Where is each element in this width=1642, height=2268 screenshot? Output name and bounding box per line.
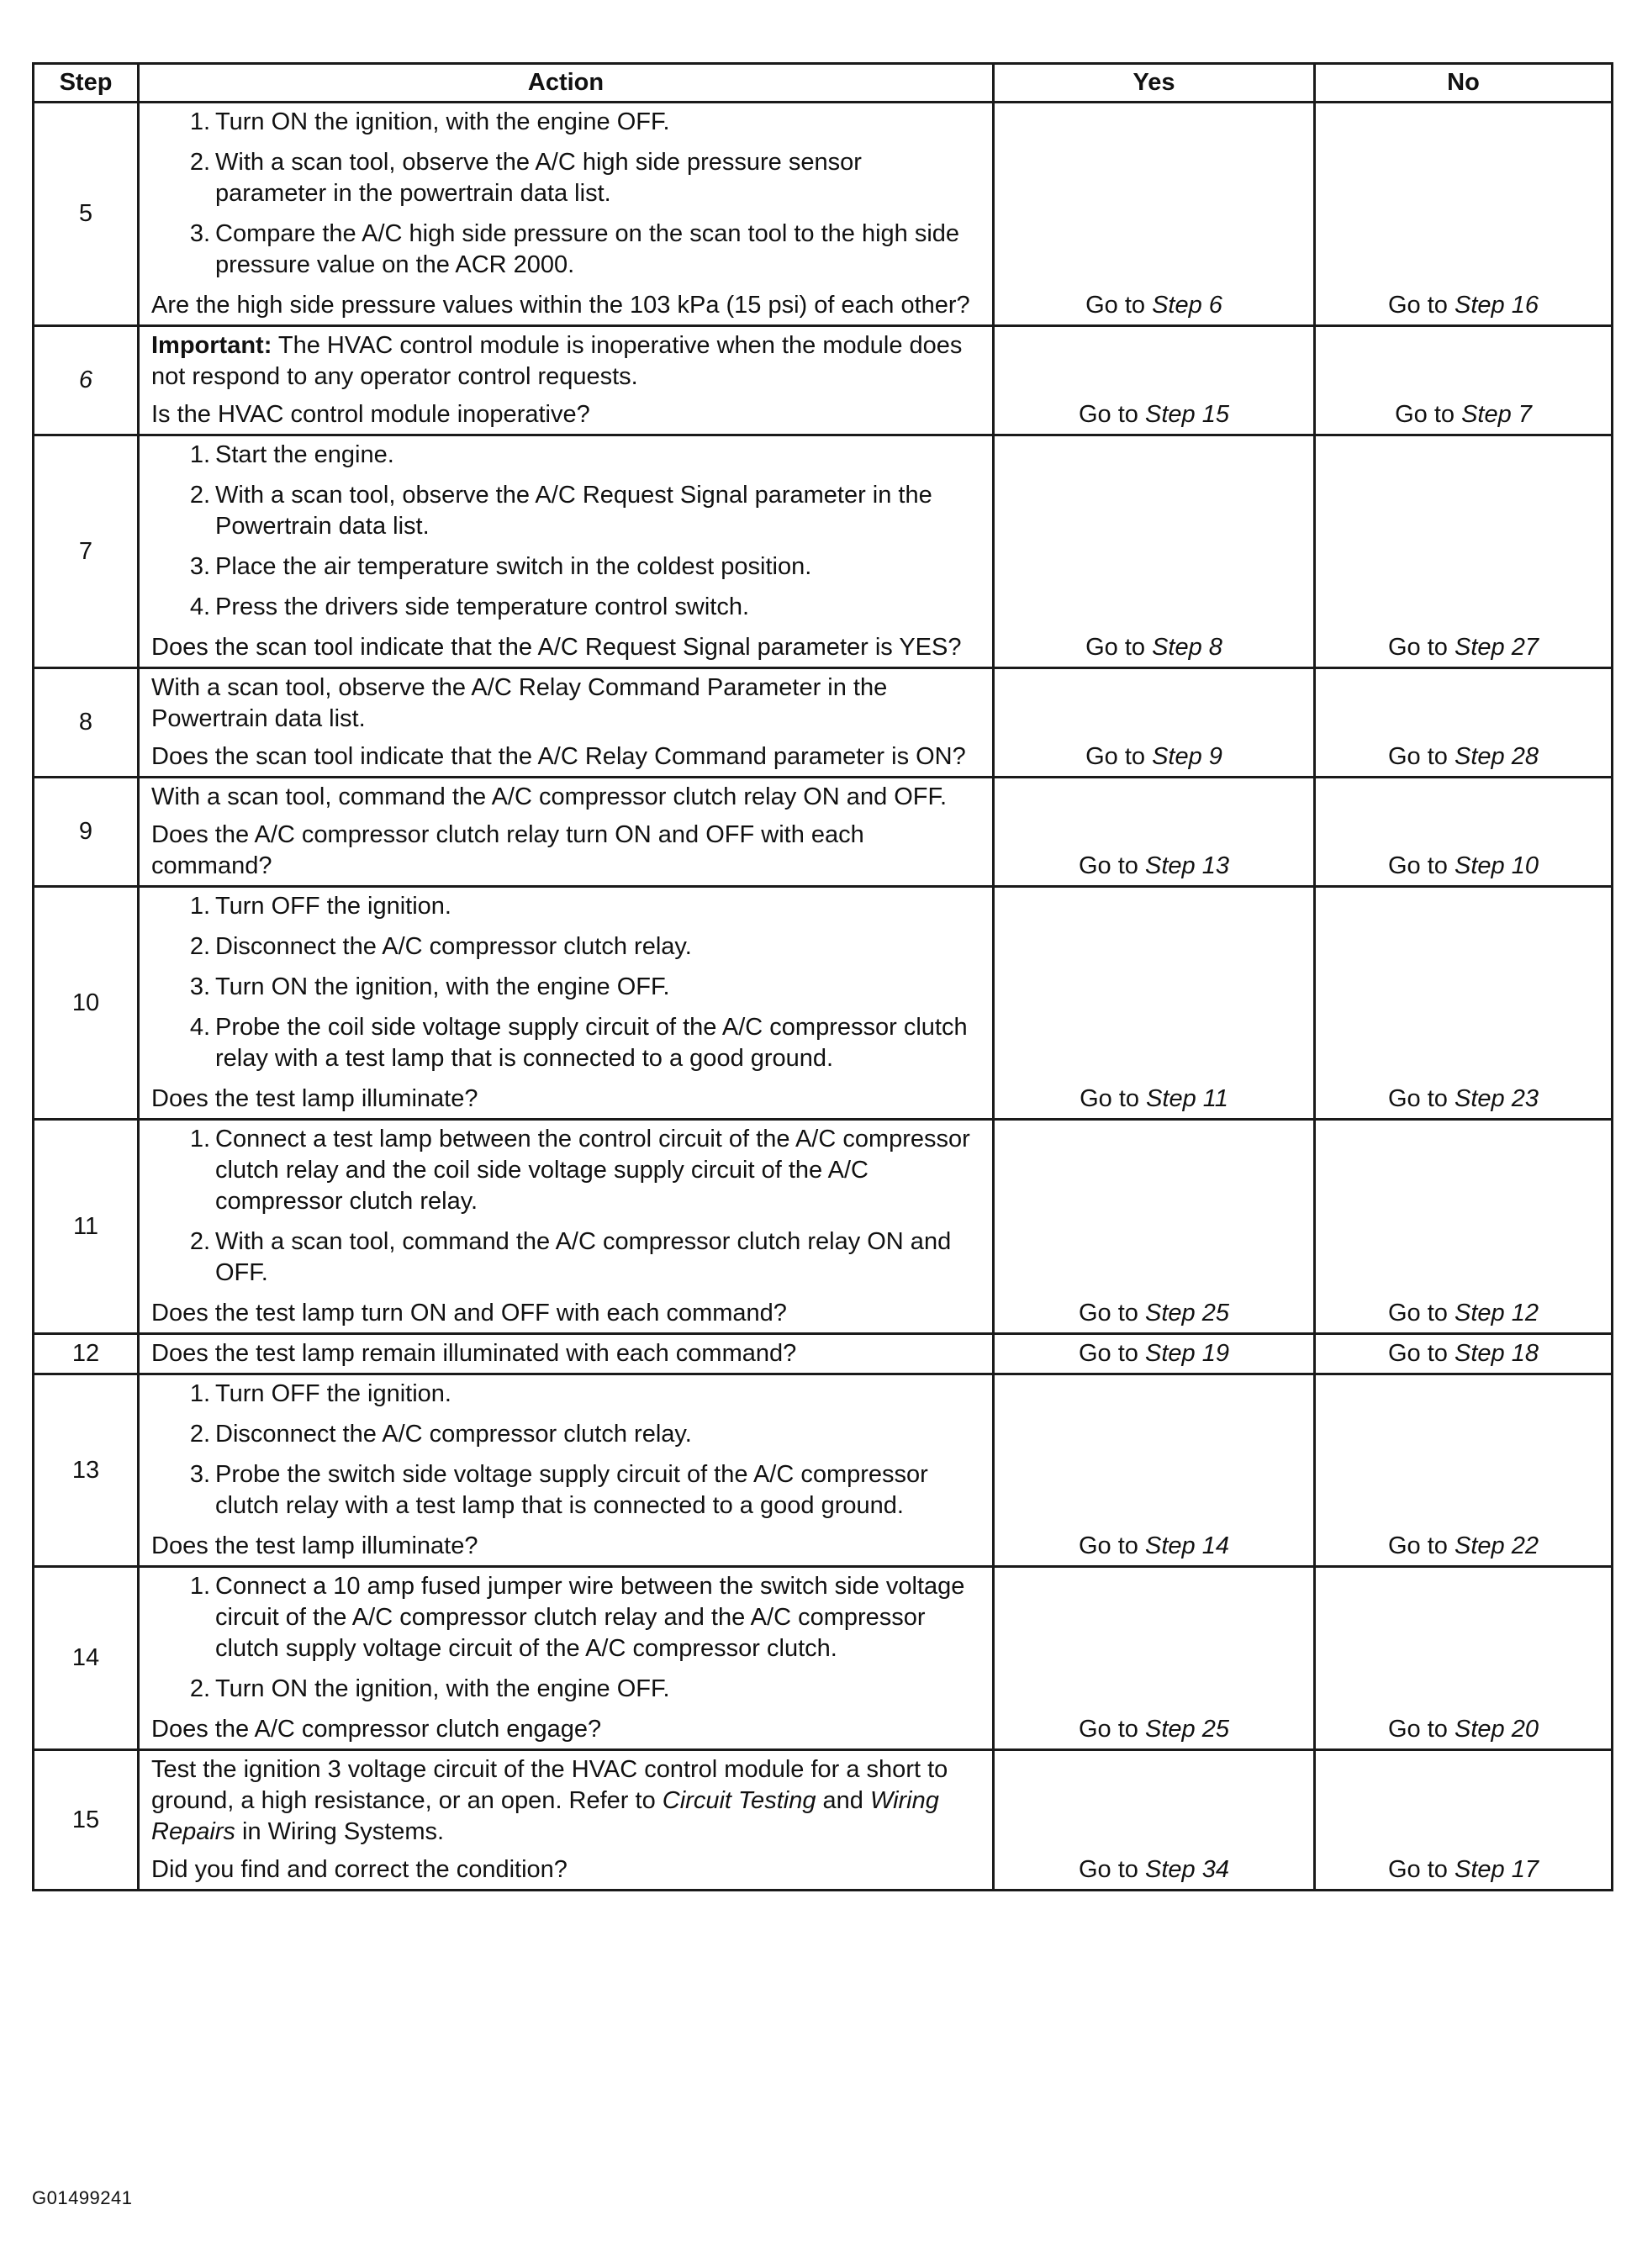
action-step	[151, 1012, 975, 1074]
action-step-text: Disconnect the A/C compressor clutch relay.	[215, 933, 692, 960]
action-step-text: Compare the A/C high side pressure on the scan tool to the high side pressure value on the ACR 2000.	[215, 220, 960, 278]
action-cell	[139, 778, 994, 887]
target-step: Step 28	[1455, 743, 1539, 770]
target-step: Step 6	[1152, 292, 1222, 319]
step-number: 13	[34, 1374, 139, 1567]
target-step: Step 22	[1455, 1532, 1539, 1559]
action-question: Does the test lamp remain illuminated with each command?	[151, 1340, 797, 1367]
action-question: Does the scan tool indicate that the A/C Request Signal parameter is YES?	[151, 634, 962, 661]
step-number: 15	[34, 1750, 139, 1891]
step-number: 5	[34, 103, 139, 326]
target-step: Step 7	[1461, 401, 1532, 428]
action-cell	[139, 103, 994, 326]
no-result	[1315, 1567, 1613, 1750]
action-step	[151, 972, 975, 1003]
step-number: 11	[34, 1120, 139, 1334]
no-result	[1315, 1334, 1613, 1374]
target-step: Step 25	[1145, 1716, 1229, 1743]
go-to-label: Go to	[1085, 292, 1146, 319]
action-step-number: 4.	[189, 1014, 210, 1041]
action-step-number: 1.	[189, 108, 210, 135]
action-step-text: Turn OFF the ignition.	[215, 893, 451, 920]
go-to-label: Go to	[1079, 401, 1138, 428]
action-step	[151, 147, 975, 209]
action-step-text: With a scan tool, observe the A/C high side pressure sensor parameter in the powertrain data list.	[215, 149, 862, 207]
header-step: Step	[34, 64, 139, 103]
action-step-number: 1.	[189, 1573, 210, 1600]
action-step	[151, 1124, 975, 1217]
target-step: Step 23	[1455, 1085, 1539, 1112]
table-row	[34, 887, 1613, 1120]
action-step-number: 4.	[189, 593, 210, 620]
yes-result	[994, 103, 1315, 326]
go-to-label: Go to	[1388, 743, 1448, 770]
action-step	[151, 1571, 975, 1664]
header-yes: Yes	[994, 64, 1315, 103]
action-step-text: Place the air temperature switch in the coldest position.	[215, 553, 812, 580]
action-step-number: 2.	[189, 1675, 210, 1702]
action-steps-list	[151, 440, 975, 623]
go-to-label: Go to	[1388, 1716, 1448, 1743]
step-number: 7	[34, 435, 139, 668]
action-step	[151, 1459, 975, 1522]
yes-result	[994, 1334, 1315, 1374]
action-step-text: Probe the coil side voltage supply circuit of the A/C compressor clutch relay with a test lamp that is connected to a good ground.	[215, 1014, 968, 1072]
action-step-number: 3.	[189, 1461, 210, 1488]
action-cell	[139, 1120, 994, 1334]
target-step: Step 18	[1455, 1340, 1539, 1367]
action-step-text: With a scan tool, command the A/C compressor clutch relay ON and OFF.	[215, 1228, 952, 1286]
target-step: Step 19	[1145, 1340, 1229, 1367]
action-steps-list	[151, 1379, 975, 1522]
action-step-number: 3.	[189, 220, 210, 247]
table-row	[34, 778, 1613, 887]
action-step-number: 3.	[189, 553, 210, 580]
table-body	[34, 103, 1613, 1891]
step-number: 14	[34, 1567, 139, 1750]
yes-result	[994, 1750, 1315, 1891]
table-row	[34, 1750, 1613, 1891]
table-row	[34, 1374, 1613, 1567]
action-cell	[139, 1374, 994, 1567]
no-result	[1315, 887, 1613, 1120]
action-text: With a scan tool, command the A/C compressor clutch relay ON and OFF.	[151, 783, 948, 810]
action-step	[151, 107, 975, 138]
step-number: 10	[34, 887, 139, 1120]
action-step	[151, 440, 975, 471]
table-row	[34, 668, 1613, 778]
action-question: Does the A/C compressor clutch relay turn ON and OFF with each command?	[151, 821, 864, 879]
action-step	[151, 1419, 975, 1450]
action-step-text: Connect a 10 amp fused jumper wire between the switch side voltage circuit of the A/C compressor clutch relay and the A/C compressor clutch supply voltage circuit of the A/C compressor clutch.	[215, 1573, 965, 1662]
action-step-text: Turn OFF the ignition.	[215, 1380, 451, 1407]
table-row	[34, 326, 1613, 435]
go-to-label: Go to	[1388, 1532, 1448, 1559]
go-to-label: Go to	[1079, 1856, 1138, 1883]
go-to-label: Go to	[1388, 292, 1448, 319]
no-result	[1315, 1120, 1613, 1334]
action-step	[151, 1674, 975, 1705]
target-step: Step 13	[1145, 852, 1229, 879]
action-question: Did you find and correct the condition?	[151, 1856, 568, 1883]
action-cell	[139, 435, 994, 668]
no-result	[1315, 1750, 1613, 1891]
important-text: The HVAC control module is inoperative when the module does not respond to any operator control requests.	[151, 332, 963, 390]
go-to-label: Go to	[1079, 852, 1138, 879]
action-text-part: Test the ignition 3 voltage circuit of the HVAC control module for a short to ground, a high resistance, or an open. Refer to	[151, 1756, 948, 1814]
action-cell	[139, 1750, 994, 1891]
action-step-number: 1.	[189, 441, 210, 468]
action-steps-list	[151, 891, 975, 1074]
action-step-number: 1.	[189, 1380, 210, 1407]
yes-result	[994, 326, 1315, 435]
action-cell	[139, 1334, 994, 1374]
go-to-label: Go to	[1079, 1340, 1138, 1367]
target-step: Step 14	[1145, 1532, 1229, 1559]
action-step-number: 2.	[189, 933, 210, 960]
go-to-label: Go to	[1388, 634, 1448, 661]
no-result	[1315, 668, 1613, 778]
action-question: Does the test lamp illuminate?	[151, 1532, 478, 1559]
step-number: 6	[34, 326, 139, 435]
action-text-part: Wiring Repairs	[151, 1787, 939, 1845]
go-to-label: Go to	[1079, 1532, 1138, 1559]
action-text	[151, 1754, 975, 1848]
target-step: Step 20	[1455, 1716, 1539, 1743]
table-row	[34, 435, 1613, 668]
action-question: Are the high side pressure values within the 103 kPa (15 psi) of each other?	[151, 292, 970, 319]
action-step-text: Connect a test lamp between the control circuit of the A/C compressor clutch relay and the coil side voltage supply circuit of the A/C compressor clutch relay.	[215, 1126, 970, 1215]
action-steps-list	[151, 1571, 975, 1705]
action-step-text: Press the drivers side temperature control switch.	[215, 593, 750, 620]
no-result	[1315, 435, 1613, 668]
table-row	[34, 1120, 1613, 1334]
target-step: Step 12	[1455, 1300, 1539, 1327]
action-step	[151, 1226, 975, 1289]
target-step: Step 9	[1152, 743, 1222, 770]
go-to-label: Go to	[1079, 1300, 1138, 1327]
diagnostic-page	[32, 62, 1611, 1891]
yes-result	[994, 1567, 1315, 1750]
action-step	[151, 1379, 975, 1410]
diagnostic-table	[32, 62, 1613, 1891]
action-text-part: Circuit Testing	[662, 1787, 816, 1814]
target-step: Step 8	[1152, 634, 1222, 661]
yes-result	[994, 668, 1315, 778]
action-steps-list	[151, 1124, 975, 1289]
go-to-label: Go to	[1388, 1856, 1448, 1883]
action-steps-list	[151, 107, 975, 281]
action-step-text: Turn ON the ignition, with the engine OFF.	[215, 108, 670, 135]
go-to-label: Go to	[1388, 852, 1448, 879]
action-step-number: 1.	[189, 1126, 210, 1152]
action-cell	[139, 326, 994, 435]
action-step-number: 2.	[189, 482, 210, 509]
action-step-text: Start the engine.	[215, 441, 394, 468]
action-step-text: Turn ON the ignition, with the engine OFF.	[215, 973, 670, 1000]
yes-result	[994, 1374, 1315, 1567]
action-step	[151, 891, 975, 922]
table-header-row	[34, 64, 1613, 103]
target-step: Step 25	[1145, 1300, 1229, 1327]
table-row	[34, 1334, 1613, 1374]
yes-result	[994, 778, 1315, 887]
important-label: Important:	[151, 332, 272, 359]
table-row	[34, 103, 1613, 326]
action-step-text: Turn ON the ignition, with the engine OFF.	[215, 1675, 670, 1702]
action-step-text: With a scan tool, observe the A/C Request Signal parameter in the Powertrain data list.	[215, 482, 932, 540]
action-step-text: Probe the switch side voltage supply circuit of the A/C compressor clutch relay with a test lamp that is connected to a good ground.	[215, 1461, 928, 1519]
important-note	[151, 330, 975, 393]
action-step	[151, 592, 975, 623]
target-step: Step 11	[1146, 1085, 1228, 1112]
step-number: 12	[34, 1334, 139, 1374]
action-cell	[139, 1567, 994, 1750]
action-text-part: in Wiring Systems.	[235, 1818, 445, 1845]
header-no: No	[1315, 64, 1613, 103]
action-cell	[139, 668, 994, 778]
yes-result	[994, 435, 1315, 668]
target-step: Step 10	[1455, 852, 1539, 879]
go-to-label: Go to	[1079, 1716, 1138, 1743]
action-step	[151, 219, 975, 281]
no-result	[1315, 778, 1613, 887]
go-to-label: Go to	[1080, 1085, 1140, 1112]
action-text: With a scan tool, observe the A/C Relay Command Parameter in the Powertrain data list.	[151, 674, 888, 732]
action-step	[151, 480, 975, 542]
action-step	[151, 551, 975, 583]
go-to-label: Go to	[1085, 743, 1146, 770]
no-result	[1315, 103, 1613, 326]
no-result	[1315, 1374, 1613, 1567]
target-step: Step 34	[1145, 1856, 1229, 1883]
action-cell	[139, 887, 994, 1120]
table-row	[34, 1567, 1613, 1750]
go-to-label: Go to	[1388, 1300, 1448, 1327]
action-step-number: 1.	[189, 893, 210, 920]
action-question: Does the A/C compressor clutch engage?	[151, 1716, 602, 1743]
step-number: 8	[34, 668, 139, 778]
header-action: Action	[139, 64, 994, 103]
action-step-number: 3.	[189, 973, 210, 1000]
yes-result	[994, 1120, 1315, 1334]
action-step-text: Disconnect the A/C compressor clutch relay.	[215, 1421, 692, 1448]
go-to-label: Go to	[1388, 1340, 1448, 1367]
yes-result	[994, 887, 1315, 1120]
action-text-part: and	[816, 1787, 870, 1814]
action-step-number: 2.	[189, 1228, 210, 1255]
target-step: Step 16	[1455, 292, 1539, 319]
target-step: Step 27	[1455, 634, 1539, 661]
action-question: Does the test lamp illuminate?	[151, 1085, 478, 1112]
target-step: Step 17	[1455, 1856, 1539, 1883]
action-question: Does the scan tool indicate that the A/C Relay Command parameter is ON?	[151, 743, 966, 770]
target-step: Step 15	[1145, 401, 1229, 428]
no-result	[1315, 326, 1613, 435]
go-to-label: Go to	[1395, 401, 1455, 428]
action-question: Is the HVAC control module inoperative?	[151, 401, 590, 428]
action-question: Does the test lamp turn ON and OFF with each command?	[151, 1300, 787, 1327]
action-step-number: 2.	[189, 1421, 210, 1448]
step-number: 9	[34, 778, 139, 887]
action-step-number: 2.	[189, 149, 210, 176]
action-step	[151, 931, 975, 963]
go-to-label: Go to	[1388, 1085, 1448, 1112]
go-to-label: Go to	[1085, 634, 1146, 661]
image-id-label: G01499241	[32, 2187, 133, 2208]
